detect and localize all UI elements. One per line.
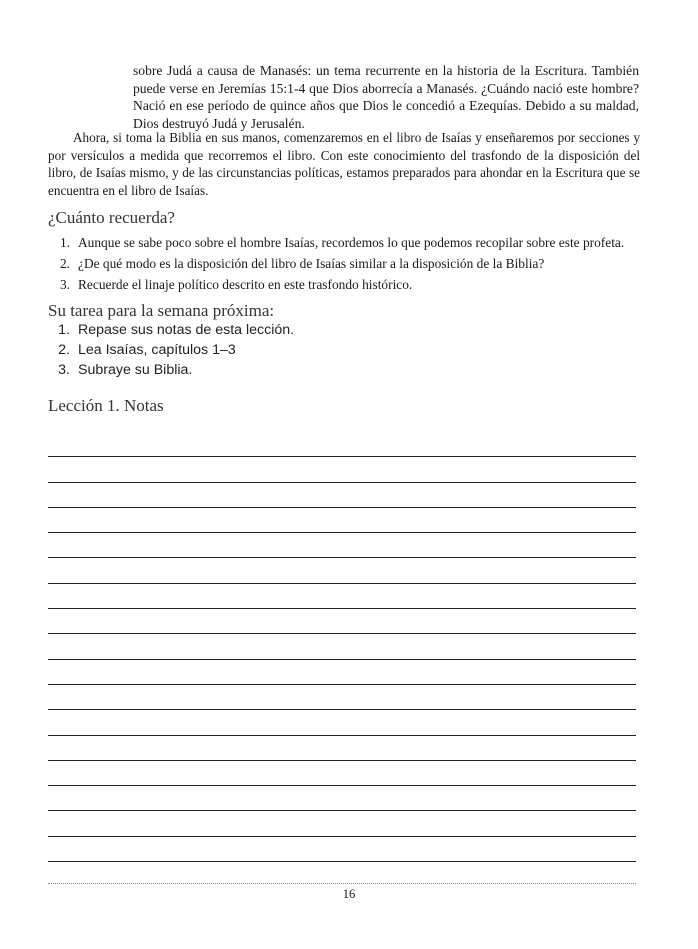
notes-lines — [48, 432, 636, 862]
note-line[interactable] — [48, 558, 636, 583]
review-heading: ¿Cuánto recuerda? — [48, 208, 175, 227]
list-item — [48, 360, 648, 380]
list-number: 1. — [58, 322, 70, 338]
list-item — [48, 340, 648, 360]
list-item — [48, 253, 648, 274]
list-number: 1. — [59, 235, 70, 250]
list-text: Aunque se sabe poco sobre el hombre Isaías, recordemos lo que podemos recopilar sobre este profeta. — [78, 235, 625, 250]
list-number: 2. — [58, 342, 70, 358]
note-line[interactable] — [48, 710, 636, 735]
homework-heading: Su tarea para la semana próxima: — [48, 301, 275, 320]
note-line[interactable] — [48, 811, 636, 836]
list-text: Repase sus notas de esta lección. — [78, 322, 295, 338]
note-line[interactable] — [48, 432, 636, 457]
note-line[interactable] — [48, 660, 636, 685]
list-item — [48, 274, 648, 295]
list-number: 2. — [59, 256, 70, 271]
intro-paragraph: sobre Judá a causa de Manasés: un tema recurrente en la historia de la Escritura. También puede verse en Jeremías 15:1-4 que Dios aborrecía a Manasés. ¿Cuándo nació este hombre? Nació en ese período de quince años que Dios le concedió a Ezequías. Debido a su maldad, Dios destruyó Judá y Jerusalén. — [133, 63, 639, 131]
list-text: Subraye su Biblia. — [78, 362, 193, 378]
list-text: Lea Isaías, capítulos 1–3 — [78, 342, 236, 358]
main-paragraph: Ahora, si toma la Biblia en sus manos, comenzaremos en el libro de Isaías y enseñaremos por secciones y por versículos a medida que recorremos el libro. Con este conocimiento del trasfondo de la disposición del libro, de Isaías mismo, y de las circunstancias políticas, estamos preparados para ahondar en la Escritura que se encuentra en el libro de Isaías. — [48, 130, 640, 198]
note-line[interactable] — [48, 634, 636, 659]
list-number: 3. — [59, 277, 70, 292]
list-item — [48, 320, 648, 340]
note-line[interactable] — [48, 584, 636, 609]
page-number: 16 — [342, 887, 356, 901]
note-line[interactable] — [48, 685, 636, 710]
note-line[interactable] — [48, 483, 636, 508]
note-line[interactable] — [48, 761, 636, 786]
note-line[interactable] — [48, 736, 636, 761]
list-item — [48, 232, 648, 253]
note-line[interactable] — [48, 609, 636, 634]
note-line[interactable] — [48, 533, 636, 558]
note-line[interactable] — [48, 837, 636, 862]
list-text: Recuerde el linaje político descrito en este trasfondo histórico. — [78, 277, 413, 292]
note-line[interactable] — [48, 457, 636, 482]
note-line[interactable] — [48, 508, 636, 533]
footer-divider — [48, 883, 636, 884]
review-questions-list — [48, 232, 648, 295]
note-line[interactable] — [48, 786, 636, 811]
list-number: 3. — [58, 362, 70, 378]
list-text: ¿De qué modo es la disposición del libro de Isaías similar a la disposición de la Biblia? — [78, 256, 545, 271]
notes-heading: Lección 1. Notas — [48, 396, 164, 415]
homework-list — [48, 320, 648, 380]
